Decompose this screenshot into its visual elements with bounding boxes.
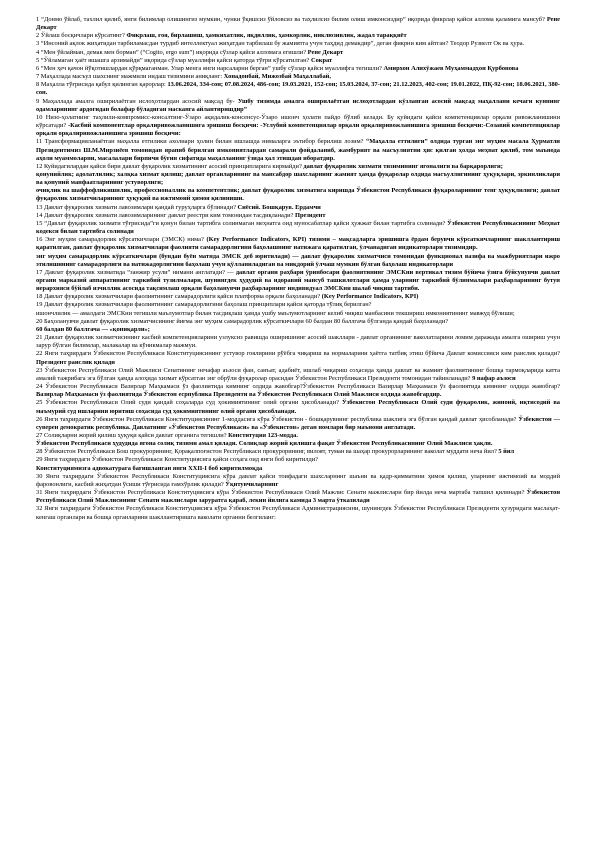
- answer-text: -Касбий компонентлар орқалиривожланишига эришиш босқичи: -Услубий компетенциялар орқали орқалиривожланишига эришиш босқичи:-Созавий компетенциялар орқали орқалиривожланишига эришиш босқичи:: [36, 122, 560, 138]
- answer-text: 9 нафар аъзоси: [470, 374, 516, 382]
- question-text: 1 “Донмо ўйлаб, тахлил қилиб, янги билимлар олишингиз мумкин, чунки ўқишсиз ўйловсиз ва таҳлилсиз билим олиш имконсиздир” иқорида фикрлар қайси аллома қаламига мансуб?: [36, 16, 545, 23]
- question-item: [36, 465, 560, 473]
- question-text: 16 Энг муҳим самарадорлик кўрсаткичлари (ЭМСК) нима?: [36, 236, 204, 244]
- question-item: [36, 163, 560, 171]
- question-item: [36, 473, 560, 489]
- question-text: 28 Ўзбекистон Республикаси Бош прокурорининг, Қорақалпоғистон Республикаси прокурорининг, вилоят, туман ва шаҳар прокурорларининг ваколат муддати неча йил?: [36, 448, 497, 456]
- question-item: [36, 399, 560, 415]
- question-item: [36, 416, 560, 432]
- question-text: 18 Давлат фуқаролик хизматчилари фаолиятининг самарадорлиги қайси платформа орқали баҳоланади?: [36, 293, 321, 301]
- answer-text: Ушбу тизимда амалга оширилаётган ислоҳотлардан кўзланган асосий мақсад маҳаллани кечаги куннинг одамларининг ардоғидан болафар бўладиган масканга айлантиришдир”: [36, 97, 560, 113]
- question-text: 10 Низо-ҳолатнинг таҳлили-компромисс-консалтинг-Ўзаро ақидалик-консенсус-Ўзаро ишонч ҳолати пайдо бўлиб келади. Бу қуйидаги қайси компетенциялар орқали ривожланишини кўрсатади?: [36, 113, 560, 130]
- question-text: 15 “Давлат фуқаролик хизмати тўғрисида”ги қонун билан тартибга солинмаган меҳнатга оид муносабатлар қайси ҳужжат билан тартибга солинади?: [36, 219, 446, 227]
- question-item: [36, 301, 560, 309]
- question-item: [36, 73, 560, 81]
- question-item: [36, 293, 560, 301]
- answer-text: 13.06.2024, 334-сон; 07.08.2024, 486-сон; 19.03.2021, 152-сон; 15.03.2024, 37-сон; 21.12.2023, 402-сон; 19.01.2022, ПҚ-92-сон; 18.06.2021, 380-сон.: [36, 81, 560, 97]
- question-item: [36, 212, 560, 220]
- answer-text: Вазирлар Маҳкамаси ўз фаолиятида Ўзбекистон есрпублика Президенти ва Ўзбекистон Республикаси Олий Мажлиси олдида жавобгардир.: [36, 391, 442, 399]
- question-text: 29 Янги таҳрирдаги Ўзбекистон Республикаси Конституциясига қайси соҳага оид янги боб киритилди?: [36, 456, 318, 464]
- answer-text: давлат фуқаролик хизмати тизимининг ягоналиги ва барқарорлиги;: [301, 162, 503, 170]
- question-item: [36, 220, 560, 236]
- question-item: [36, 269, 560, 293]
- answer-text: Ўзбекистон Республикаси Олий Мажлисининг Сенати мажлислари заруратга қараб, лекин йилига камида 3 марта ўтказилади: [36, 489, 560, 505]
- answer-text: (Key Performance Indicators, KPI) тизими – мақсадларга эришишга ёрдам берувчи кўрсаткичларнинг шакллантириш қаратилган, давлат фуқаролик хизматчилари фаолияти самарадорлигини баҳолашнинг натижага қаратилган, ўлчанадиган индикаторлари тизимидир.: [36, 236, 560, 252]
- answer-text: давлат органи раҳбари ўринбосари фаолиятининг ЭМСКни вертикал тизим бўйича ўзига бўйсунувчи давлат органи марказий аппаратининг таркибий тузилмалари, шунингдек ҳудудий ва идоравий мансуб ташкилотлари ҳамда уларнинг таркибий бўлинмалари раҳбарларининг бутун иерархияси бўйлаб изчиллик асосида тақсимлаш орқали баҳоланувчи раҳбарларнинг индивидуал ЭМСКни шалаб чиқиш тартиби.: [36, 268, 560, 293]
- answer-text: “Маҳалла еттилиги” олдида турган энг муҳим масала Ҳурматли Президентимиз Ш.М.Мирзиёев томонидан ярапиб берилган имкониятлардан самарали фойдаланиб, жамбурият ва масъулиятни ҳис қилган ҳолда меҳнат қилиб, том маънода аҳоли муаммоларни, масалалари бирпичи бўғин сифатида маҳаллаиннг ўзида ҳал этишдан иборатдир.: [36, 138, 560, 162]
- answer-text: Ўзбекистон Республикаси ҳудудида ягона солиқ тизими амал қилади. Солиқлар жорий қилишга фақат Ўзбекистон Республикасининг Олий Мажлиси ҳақли.: [36, 440, 493, 448]
- answer-text: 5 йил: [496, 448, 515, 456]
- answer-text: Конституция 123-модда.: [226, 431, 298, 439]
- question-item: [36, 65, 560, 73]
- answer-text: қонунийлик; адолатлилик; халқка хизмат қилиш; давлат органларининг ва мансабдор шахсларнинг жамият ҳамда фуқаролар олдида масъуллигининг ҳуқуқлари, эркинликлари ва қонуний манфаатларининг устуворлиги;: [36, 170, 560, 187]
- answer-text: энг муҳим самарадорлик кўрсаткичлари (бундан буён матнда ЭМСК деб юритилади) — давлат фуқаролик хизматчиси томонидан функционал вазифа ва мажбуриятлари ижро этилишининг самарадорлиги ва натижадорлигини баҳолаш учун қўлланиладиган ва миқдорий ўлчаш мумкин бўлган баҳолаш индикаторлари: [36, 252, 560, 268]
- question-item: [36, 49, 560, 57]
- question-text: 7 Маҳаллада масъул шахснинг мажмили нидаш тизимини аниқланг:: [36, 73, 223, 81]
- answer-text: Ўзбекистон Республикасининг Меҳнат кодекси билан тартибга солинади: [36, 219, 560, 236]
- question-item: [36, 204, 560, 212]
- answer-text: Сократ: [309, 56, 333, 64]
- question-item: [36, 318, 560, 326]
- question-item: [36, 456, 560, 464]
- question-text: 8 Маҳалла тўғрисида қабул қилинган қарорлар:: [36, 81, 168, 89]
- question-text: 9 Маҳаллада амалга оширилаётган ислоҳотлардан асосий мақсад бу-: [36, 97, 235, 105]
- answer-text: очиқлик ва шаффофликишилик, профессионаллик ва компетентлик; давлат фуқаролик хизматига киришда Ўзбекистон Республикаси фуқароларининг тенг ҳуқуқлилиги; давлат фуқаролик хизматчиларининг ҳуқуқий ва ижтимоий ҳимоя қилиниши.: [36, 187, 560, 203]
- question-text: 3 “Инсоний ақлок жиҳатидан тарбиламасдан турдиб интеллектуал жиҳатдан тарбилаш бу жамиятга учун таҳдид демакдир”, деган фикрни ким айтган? Теодор Рузвелт Ок ва ҳура.: [36, 40, 525, 48]
- question-text: 22 Янги таҳрирдаги Ўзбекистон Республикаси Конституциясининг устувор гоялирини рўёбга чиқариш ва нормаларини ҳаётга татбиқ этиш бўйича Давлат комиссияси ким раислик қилади?: [36, 350, 560, 358]
- answer-text: (Key Performance Indicators, KPI): [320, 293, 419, 301]
- question-text: 30 Янги таҳрирдаги Ўзбекистон Республикаси Конституциясига кўра давлат қайси тоифадаги шахсларнинг шаъни ва қадр-қимматини ҳимоя қилиш, уларнинг ижтимоий ва моддий фаровонлиги, касбий жиҳатдан ўсиши тўғрисида ғамхўрлик қилади?: [36, 472, 560, 488]
- answer-text: Хонадонбай, Мижозбай Маҳаллабай,: [222, 73, 331, 81]
- answer-text: 60 балдан 80 баллгача — «қониқарли»;: [36, 325, 150, 333]
- question-item: [36, 57, 560, 65]
- question-text: ишончлилик — амалдаги ЭМСКни тегишли маълумотлар билан тасдиқлаш ҳамда ушбу маълумотларнинг келиб чиқиш манбасини текшириш имкониятининг мавжуд бўлиши;: [36, 309, 515, 317]
- question-text: 13 Давлат фуқаролик хизмати лавозимлари қандай гуруҳларга бўлинади?: [36, 203, 236, 211]
- answer-text: Президент раислик қилади: [36, 358, 115, 366]
- question-item: [36, 334, 560, 350]
- answer-text: Ўқитувчиларнинг: [223, 480, 279, 488]
- question-text: 32 Янги таҳрирдаги Ўзбекистон Республикаси Конституциясига кўра Ўзбекистон Республикаси Администрациясини, шунингдек Ўзбекистон Республикаси Президенти ҳузуридаги маслаҳат- кенгаш органлари ва бошқа органларини шакллантиришга ваколати органни белгиланг:: [36, 505, 560, 521]
- question-item: [36, 350, 560, 366]
- question-item: [36, 187, 560, 203]
- question-item: [36, 383, 560, 399]
- question-text: 4 “Мен ўйлайман, демак мен борман” (“Cogito, ergo sum”) иқорида сўзлар қайси алломага егишли?: [36, 48, 307, 56]
- question-text: 25 Ўзбекистон Республикаси Олий суди қандай соҳаларда суд ҳокимиятининг олий органи ҳисобланади?: [36, 399, 339, 407]
- question-text: 23 Ўзбекистон Республикаси Олий Мажлиси Сенатининг нечафар аъзоси фан, санъат, адабиёт, ишлаб чиқариш соҳасида ҳамда давлат ва жамият фаолиятининг бошқа тармоқларида катта амалий тажрибага эга бўлган ҳамда алоҳида хизмат кўрсатган энг обрўли фуқаролар орасидан Ўзбекистон Республикаси Президенти томонидан тайинланади?: [36, 366, 560, 382]
- question-text: 14 Давлат фуқаролик хизмати лавозимларининг давлат реестри ким томонидан тасдиқланади?: [36, 211, 294, 219]
- question-item: [36, 310, 560, 318]
- question-item: [36, 40, 560, 48]
- question-text: 19 Давлат фуқаролик хизматчилари фаолиятининг самарадорлигини баҳолаш принциплари қайси қаторда тўлиқ берилган?: [36, 301, 372, 309]
- question-text: 12 Куйидагилардан қайси бири давлат фуқаролик хизматининг асосий принципларига кирмайди?: [36, 162, 302, 170]
- answer-text: Амирхон Алихўжаев Муҳаммадҳон Қурбонова: [381, 64, 519, 72]
- question-item: [36, 432, 560, 440]
- answer-text: Ўзбекистон Республикаси Олий суди фуқаролик, жиноий, иқтисодий ва маъмурий суд ишларини юритиш соҳасида суд ҳокимиятининг олий органи ҳисобланади.: [36, 399, 560, 415]
- question-item: [36, 81, 560, 97]
- question-item: [36, 16, 560, 32]
- question-text: 2 Ўйлаш босқичлари кўрсатинг?: [36, 32, 125, 40]
- answer-text: Рене Декарт: [36, 16, 561, 32]
- question-text: 24 Ўзбекистон Республикаси Вазирлар Маҳкамаси ўз фаолиятида кимнинг олдида жавобгар?Ўзбекистон Республикаси Вазирлар Маҳкамаси ўз фаолиятида кимнинг олдида жавобгар?: [36, 383, 560, 391]
- answer-text: Ўзбекистон — суверен демократик республика. Давлатнинг «Ўзбекистон Республикаси» ва «Ўзбекистон» деган номлари бир маънони англатади.: [36, 415, 560, 431]
- question-text: 27 Солиқларни жорий қилиш ҳуқуқи қайси давлат органига тегишли?: [36, 431, 227, 439]
- answer-text: Сиёсий. Бошқарув. Ердамчи: [235, 203, 321, 211]
- question-text: 31 Янги таҳрирдаги Ўзбекистон Республикаси Конституциясига кўра Ўзбекистон Республикаси Олий Мажлис Сенати мажлислари бир йилда неча мартаба тапшил қилинади?: [36, 489, 525, 497]
- question-item: [36, 253, 560, 269]
- question-text: 11 Трансформацияланаётган маҳалла етгилики ахолиари ҳолин билан ишлашда нималарга эътибор берилиш лозим?: [36, 138, 367, 146]
- question-text: 26 Янги таҳрирдаги Ўзбекистон Республикаси Конституциясининг 1-моддасига кўра Ўзбекистон - бошқарувнинг республика шаклига эга бўлган қандай давлат ҳисобланади?: [36, 415, 517, 423]
- answer-text: Конституциямизга адвокатурага бағишланган янги XXII-I боб киритилмоқда: [36, 464, 263, 472]
- question-item: [36, 32, 560, 40]
- answer-text: Рене Декарт: [306, 48, 344, 56]
- question-item: [36, 326, 560, 334]
- question-text: 21 Давлат фуқаролик хизматчисининг касбий компетенцияларини узлуксиз равишда оширишнинг асосий шакллари - давлат органининг ваколатларини ломим даражада амалга ошириш учун зарур бўлган билимлар, малакалар ва кўникмалар мажмуи.: [36, 334, 560, 350]
- question-item: [36, 138, 560, 162]
- question-item: [36, 171, 560, 187]
- answer-text: Президент: [293, 211, 326, 219]
- question-text: 5 “Ўйламаган ҳаёт яшашга арзимайди” иқорида сўзлар муаллифи қайси қаторда тўғри кўрсатилган?: [36, 56, 310, 64]
- question-item: [36, 236, 560, 252]
- question-item: [36, 98, 560, 114]
- question-item: [36, 367, 560, 383]
- answer-text: Фикрлаш, ғоя, бирлашиш, ҳамкихатлик, яқдиллик, ҳамкорлик, инклюзивлик, жадал тараққиёт: [124, 32, 407, 40]
- question-item: [36, 489, 560, 505]
- question-item: [36, 114, 560, 138]
- question-text: 20 Баҳоланувчи давлат фуқаролик хизматчисининг йиғма энг муҳим самарадорлик кўрсаткичлари 60 балдан 80 баллгача бўлганда қандай баҳоланади?: [36, 317, 449, 325]
- question-item: [36, 505, 560, 521]
- question-text: 17 Давлат фуқаролик хизматида “занжир усули” нимани англатади? —: [36, 268, 234, 276]
- question-text: 6 “Мен ҳеч қачон йўқотишлардан қўрқмаганман. Улар менга янги нарсаларни берган” ушбу сўзлар қайси муаллифга тегишли?: [36, 64, 382, 72]
